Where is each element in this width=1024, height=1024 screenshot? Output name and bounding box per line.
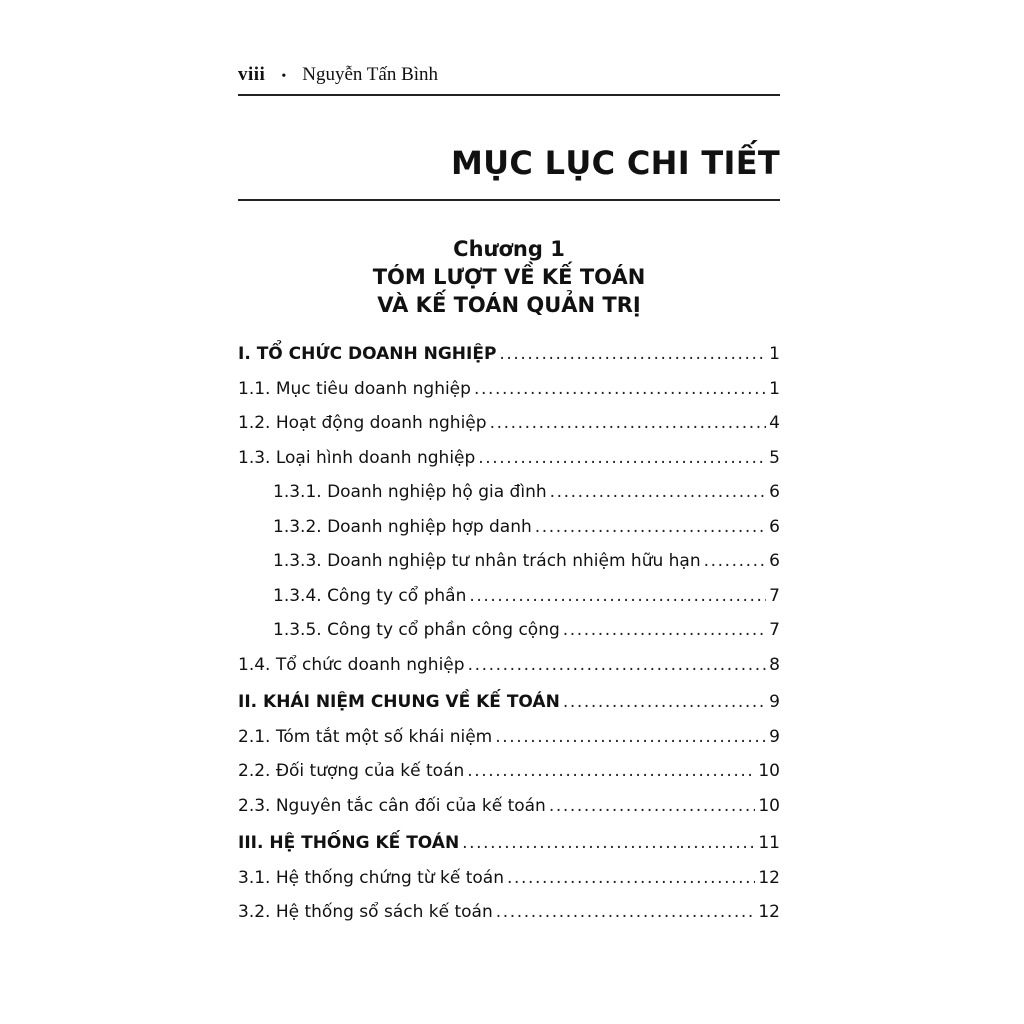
chapter-title-line-1: TÓM LƯỢT VỀ KẾ TOÁN <box>372 265 646 289</box>
toc-entry <box>238 895 780 930</box>
dot-leader <box>467 754 755 789</box>
toc-entry <box>238 613 780 648</box>
chapter-number: Chương 1 <box>453 237 565 261</box>
toc-entry-label: 1.4. Tổ chức doanh nghiệp <box>238 654 465 675</box>
book-page <box>238 64 780 930</box>
dot-leader <box>462 826 755 861</box>
toc-entry-label: 3.2. Hệ thống sổ sách kế toán <box>238 902 493 922</box>
toc-entry <box>238 754 780 789</box>
toc-entry-label: 1.3.2. Doanh nghiệp hợp danh <box>273 516 532 537</box>
dot-leader <box>496 895 756 930</box>
toc-entry-label: III. HỆ THỐNG KẾ TOÁN <box>238 833 460 853</box>
toc-entry <box>238 648 780 683</box>
chapter-heading <box>238 235 780 319</box>
toc-entry-label: 1.2. Hoạt động doanh nghiệp <box>238 413 487 433</box>
chapter-title-line-2: VÀ KẾ TOÁN QUẢN TRỊ <box>377 293 641 317</box>
toc-entry-page: 7 <box>769 620 780 640</box>
toc-entry-label: 2.3. Nguyên tắc cân đối của kế toán <box>238 795 546 816</box>
table-of-contents <box>238 337 780 930</box>
toc-entry <box>238 544 780 579</box>
toc-entry-page: 6 <box>769 516 780 537</box>
toc-entry <box>238 510 780 545</box>
toc-entry <box>238 579 780 614</box>
dot-leader <box>563 685 766 720</box>
dot-leader <box>549 789 756 824</box>
toc-entry-page: 1 <box>769 344 780 364</box>
toc-entry-label: 1.3.5. Công ty cổ phần công cộng <box>273 620 560 640</box>
toc-entry <box>238 475 780 510</box>
toc-entry-label: 1.3.3. Doanh nghiệp tư nhân trách nhiệm hữu hạn <box>273 551 701 571</box>
toc-entry-page: 4 <box>769 413 780 433</box>
dot-leader <box>535 510 766 545</box>
dot-leader <box>704 544 767 579</box>
toc-entry-page: 6 <box>769 551 780 571</box>
toc-entry-page: 7 <box>769 585 780 606</box>
toc-entry-page: 6 <box>769 482 780 502</box>
toc-entry <box>238 789 780 824</box>
toc-entry <box>238 337 780 372</box>
toc-entry-label: 1.1. Mục tiêu doanh nghiệp <box>238 378 471 399</box>
dot-leader <box>499 337 766 372</box>
dot-leader <box>474 372 766 407</box>
page-number: viii <box>238 64 266 85</box>
toc-entry-label: 2.2. Đối tượng của kế toán <box>238 761 465 781</box>
toc-entry-label: 3.1. Hệ thống chứng từ kế toán <box>238 867 504 888</box>
toc-entry-label: 2.1. Tóm tắt một số khái niệm <box>238 726 493 747</box>
toc-entry <box>238 372 780 407</box>
dot-leader <box>478 441 766 476</box>
toc-entry-page: 12 <box>758 867 780 888</box>
page-title: MỤC LỤC CHI TIẾT <box>451 144 780 182</box>
toc-entry-page: 10 <box>758 761 780 781</box>
dot-leader <box>468 648 767 683</box>
toc-entry-label: 1.3. Loại hình doanh nghiệp <box>238 447 476 468</box>
toc-entry-label: II. KHÁI NIỆM CHUNG VỀ KẾ TOÁN <box>238 692 560 712</box>
toc-entry-page: 10 <box>758 795 780 816</box>
toc-entry <box>238 441 780 476</box>
dot-leader <box>469 579 766 614</box>
author-name: Nguyễn Tấn Bình <box>302 64 439 85</box>
dot-leader <box>563 613 766 648</box>
toc-entry <box>238 861 780 896</box>
toc-entry-page: 5 <box>769 447 780 468</box>
toc-entry-page: 11 <box>758 833 780 853</box>
toc-entry <box>238 826 780 861</box>
toc-entry-label: 1.3.4. Công ty cổ phần <box>273 585 467 606</box>
running-head <box>238 64 780 96</box>
toc-entry-label: I. TỔ CHỨC DOANH NGHIỆP <box>238 344 497 364</box>
toc-entry-page: 12 <box>758 902 780 922</box>
toc-entry-page: 9 <box>769 692 780 712</box>
dot-leader <box>495 720 766 755</box>
toc-entry-page: 9 <box>769 726 780 747</box>
toc-entry <box>238 406 780 441</box>
toc-entry <box>238 685 780 720</box>
bullet-separator: • <box>281 69 287 84</box>
toc-entry-page: 1 <box>769 378 780 399</box>
toc-entry-page: 8 <box>769 654 780 675</box>
title-divider <box>238 199 780 201</box>
dot-leader <box>490 406 767 441</box>
dot-leader <box>550 475 767 510</box>
toc-entry-label: 1.3.1. Doanh nghiệp hộ gia đình <box>273 482 547 502</box>
dot-leader <box>507 861 755 896</box>
toc-entry <box>238 720 780 755</box>
